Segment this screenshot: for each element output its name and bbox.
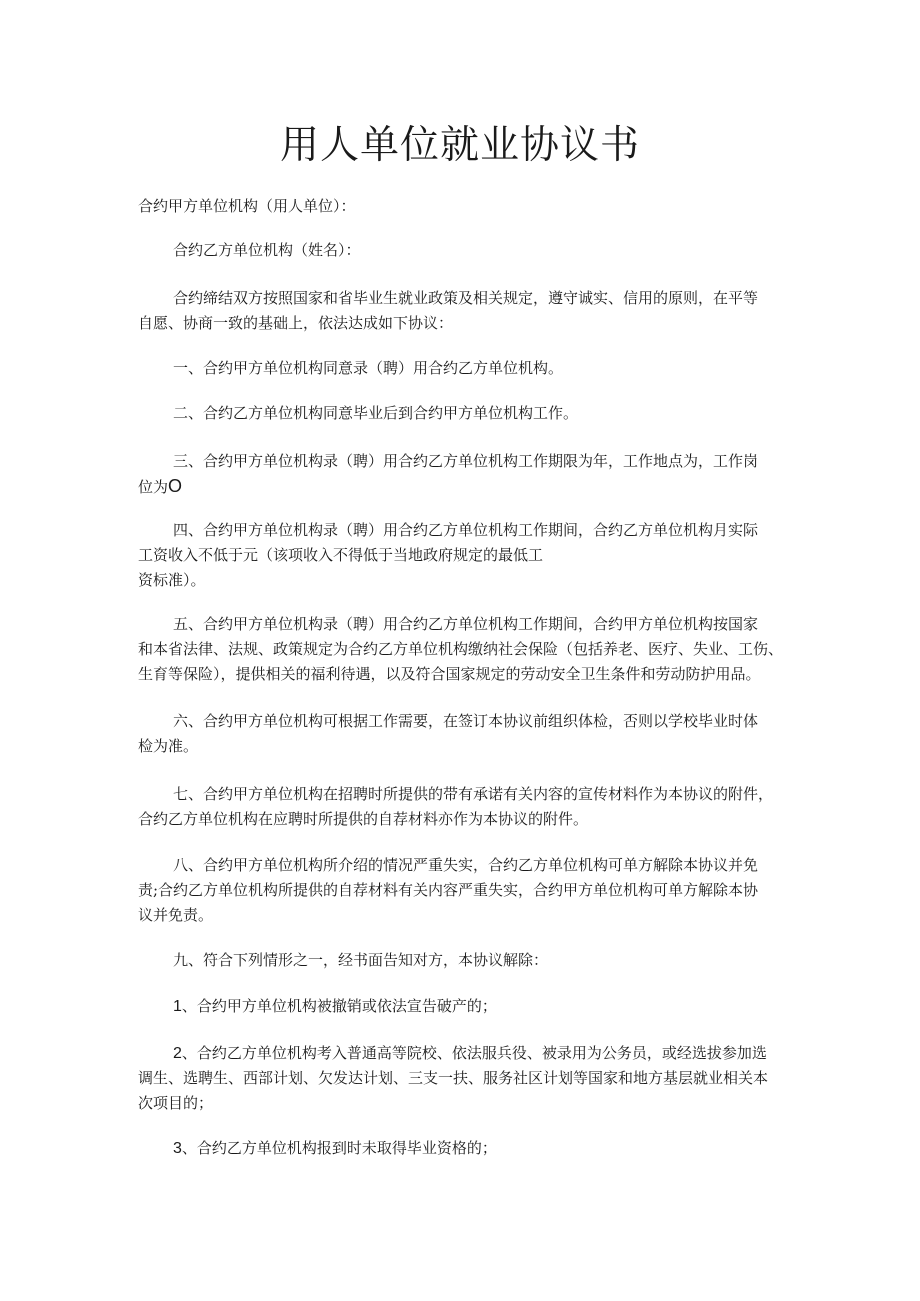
intro-paragraph [138, 286, 788, 336]
intro-line: 自愿、协商一致的基础上，依法达成如下协议： [138, 314, 454, 332]
item-2-line-3: 次项目的； [138, 1094, 214, 1112]
clause-5-line: 和本省法律、法规、政策规定为合约乙方单位机构缴纳社会保险（包括养老、医疗、失业、工伤、 [138, 640, 784, 658]
clause-3-line: 三、合约甲方单位机构录（聘）用合约乙方单位机构工作期限为年，工作地点为，工作岗 [173, 452, 759, 470]
clause-9-text: 九、符合下列情形之一，经书面告知对方，本协议解除： [173, 951, 549, 969]
clause-7 [138, 782, 788, 832]
clause-4-line: 四、合约甲方单位机构录（聘）用合约乙方单位机构工作期间，合约乙方单位机构月实际 [173, 521, 759, 539]
document-title: 用人单位就业协议书 [279, 123, 640, 168]
clause-7-line: 七、合约甲方单位机构在招聘时所提供的带有承诺有关内容的宣传材料作为本协议的附件， [173, 785, 774, 803]
clause-1 [138, 356, 788, 381]
intro-line: 合约缔结双方按照国家和省毕业生就业政策及相关规定，遵守诚实、信用的原则，在平等 [173, 289, 759, 307]
party-b-line [138, 238, 788, 263]
item-1 [138, 994, 788, 1019]
clause-3-mark: O [168, 476, 183, 496]
clause-3-line: 位为 [138, 478, 169, 496]
item-2-line-2: 调生、选聘生、西部计划、欠发达计划、三支一扶、服务社区计划等国家和地方基层就业相关本 [138, 1069, 769, 1087]
clause-7-line: 合约乙方单位机构在应聘时所提供的自荐材料亦作为本协议的附件。 [138, 810, 589, 828]
item-1-line [138, 994, 788, 1019]
clause-1-text: 一、合约甲方单位机构同意录（聘）用合约乙方单位机构。 [173, 359, 564, 377]
item-2-text: 、合约乙方单位机构考入普通高等院校、依法服兵役、被录用为公务员，或经选拔参加选 [181, 1044, 767, 1062]
item-2-number: 2 [173, 1045, 182, 1062]
item-3-line [138, 1136, 788, 1161]
item-1-text: 、合约甲方单位机构被撤销或依法宣告破产的； [181, 997, 497, 1015]
item-2 [138, 1041, 788, 1116]
clause-5-line: 五、合约甲方单位机构录（聘）用合约乙方单位机构工作期间，合约甲方单位机构按国家 [173, 615, 759, 633]
item-3 [138, 1136, 788, 1161]
party-a-line [138, 194, 788, 219]
clause-2-text: 二、合约乙方单位机构同意毕业后到合约甲方单位机构工作。 [173, 404, 579, 422]
clause-8-line: 八、合约甲方单位机构所介绍的情况严重失实，合约乙方单位机构可单方解除本协议并免 [173, 856, 759, 874]
clause-4-line: 工资收入不低于元（该项收入不得低于当地政府规定的最低工 [138, 546, 544, 564]
item-3-number: 3 [173, 1140, 182, 1157]
item-1-number: 1 [173, 998, 182, 1015]
clause-5 [138, 612, 788, 687]
clause-4-line: 资标准）。 [138, 571, 206, 589]
clause-3 [138, 449, 788, 500]
item-2-line-1 [138, 1041, 788, 1066]
clause-4 [138, 518, 788, 593]
clause-5-line: 生育等保险），提供相关的福利待遇，以及符合国家规定的劳动安全卫生条件和劳动防护用品。 [138, 665, 761, 683]
item-3-text: 、合约乙方单位机构报到时未取得毕业资格的； [181, 1139, 497, 1157]
clause-8 [138, 853, 788, 928]
clause-3-line-2 [138, 474, 788, 500]
party-a-text: 合约甲方单位机构（用人单位）： [138, 197, 356, 215]
clause-8-line: 议并免责。 [138, 906, 214, 924]
clause-6-line: 检为准。 [138, 737, 199, 755]
clause-6-line: 六、合约甲方单位机构可根据工作需要，在签订本协议前组织体检，否则以学校毕业时体 [173, 712, 759, 730]
clause-8-line: 责;合约乙方单位机构所提供的自荐材料有关内容严重失实，合约甲方单位机构可单方解除本协 [138, 881, 759, 899]
clause-2 [138, 401, 788, 426]
clause-6 [138, 709, 788, 759]
party-b-text: 合约乙方单位机构（姓名）： [173, 241, 361, 259]
clause-9 [138, 948, 788, 973]
